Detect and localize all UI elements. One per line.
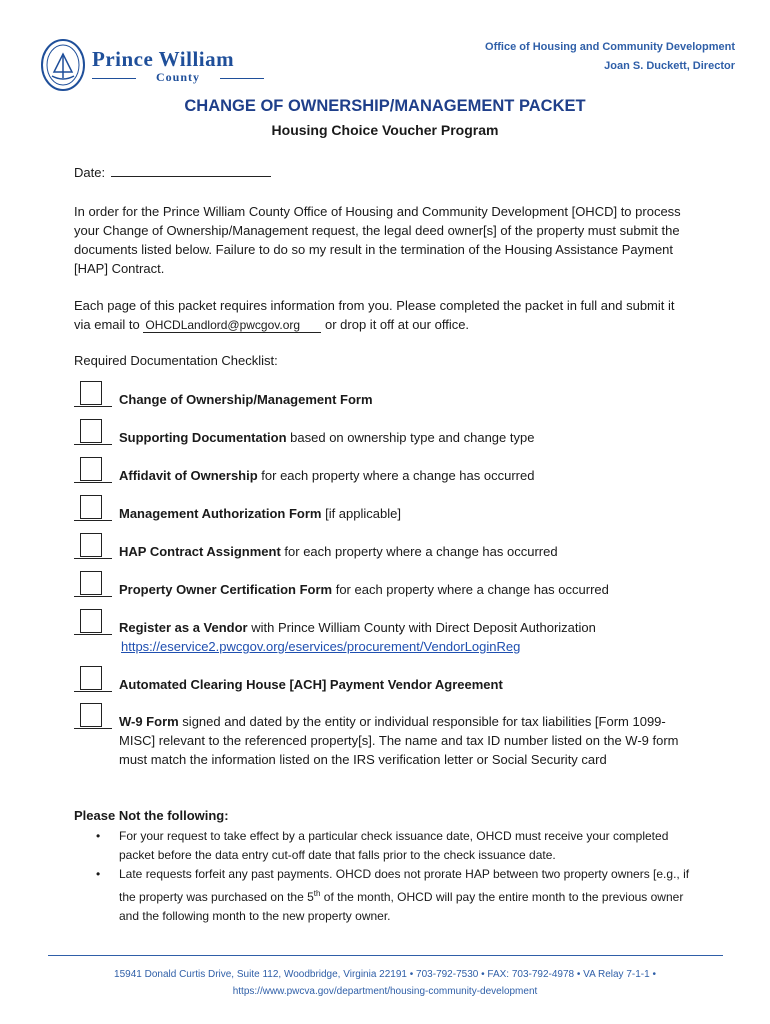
notes-heading: Please Not the following: [74, 808, 229, 823]
note-text: Late requests forfeit any past payments. OHCD does not prorate HAP between two property owners [e.g., if the property was purchased on the 5 [119, 867, 690, 904]
item-title: Register as a Vendor [119, 620, 248, 635]
notes-list [74, 827, 694, 926]
checkbox[interactable] [74, 571, 112, 597]
checkbox[interactable] [74, 609, 112, 635]
checkbox[interactable] [74, 381, 112, 407]
item-desc: based on ownership type and change type [286, 430, 535, 445]
county-logo [40, 38, 270, 94]
submit-text-end: or drop it off at our office. [325, 317, 470, 332]
office-name: Office of Housing and Community Development [485, 41, 735, 53]
date-blank-line[interactable] [111, 165, 271, 177]
email-blank: OHCDLandlord@pwcgov.org [143, 318, 321, 333]
item-desc: for each property where a change has occurred [280, 544, 558, 559]
county-seal-icon [40, 38, 86, 92]
footer-divider [48, 955, 723, 956]
checkbox[interactable] [74, 457, 112, 483]
page-subtitle: Housing Choice Voucher Program [271, 122, 499, 138]
note-text: For your request to take effect by a particular check issuance date, OHCD must receive your completed packet before the data entry cut-off date that falls prior to the check issuance date. [119, 829, 669, 862]
checkbox[interactable] [74, 495, 112, 521]
item-desc: for each property where a change has occurred [332, 582, 609, 597]
logo-county: County [92, 70, 264, 85]
footer-address: 15941 Donald Curtis Drive, Suite 112, Woodbridge, Virginia 22191 • 703-792-7530 • FAX: 703-792-4978 • VA Relay 7-1-1 • [114, 969, 656, 980]
item-title: Supporting Documentation [119, 430, 287, 445]
item-title: HAP Contract Assignment [119, 544, 281, 559]
intro-paragraph: In order for the Prince William County Office of Housing and Community Development [OHCD] to process your Change of Ownership/Management request, the legal deed owner[s] of the property must submit the documents listed below. Failure to do so my result in the termination of the Housing Assistance Payment [HAP] Contract. [74, 204, 681, 276]
item-title: Affidavit of Ownership [119, 468, 258, 483]
item-desc: for each property where a change has occurred [257, 468, 535, 483]
item-title: Change of Ownership/Management Form [119, 392, 373, 407]
date-label: Date: [74, 165, 106, 180]
note-text-end: of the month, OHCD will pay the entire month to the previous owner and the following month to the new property owner. [119, 890, 684, 923]
logo-wordmark: Prince William [92, 47, 235, 71]
checkbox[interactable] [74, 703, 112, 729]
item-title: Automated Clearing House [ACH] Payment Vendor Agreement [119, 677, 503, 692]
office-info [485, 38, 735, 76]
item-desc: signed and dated by the entity or individual responsible for tax liabilities [Form 1099-MISC] relevant to the referenced property[s]. The name and tax ID number listed on the W-9 form must match the information listed on the IRS verification letter or Social Security card [119, 714, 679, 767]
checkbox[interactable] [74, 533, 112, 559]
vendor-registration-link[interactable]: https://eservice2.pwcgov.org/eservices/procurement/VendorLoginReg [121, 639, 521, 654]
item-title: Property Owner Certification Form [119, 582, 333, 597]
list-item [74, 827, 694, 865]
date-field [74, 165, 271, 180]
item-title: W-9 Form [119, 714, 179, 729]
item-title: Management Authorization Form [119, 506, 322, 521]
office-director: Joan S. Duckett, Director [604, 60, 735, 72]
item-desc: [if applicable] [321, 506, 401, 521]
footer-website-link[interactable]: https://www.pwcva.gov/department/housing-community-development [232, 986, 538, 997]
checkbox[interactable] [74, 419, 112, 445]
bullet-icon: • [96, 867, 101, 881]
note-superscript: th [313, 889, 321, 898]
item-desc: with Prince William County with Direct Deposit Authorization [247, 620, 596, 635]
list-item [74, 865, 694, 926]
checklist-label: Required Documentation Checklist: [74, 353, 278, 368]
checkbox[interactable] [74, 666, 112, 692]
bullet-icon: • [96, 829, 101, 843]
submit-paragraph [74, 296, 694, 334]
page-title: CHANGE OF OWNERSHIP/MANAGEMENT PACKET [184, 97, 586, 115]
submit-text: Each page of this packet requires information from you. Please completed the packet in full and submit it via email to [74, 298, 675, 332]
